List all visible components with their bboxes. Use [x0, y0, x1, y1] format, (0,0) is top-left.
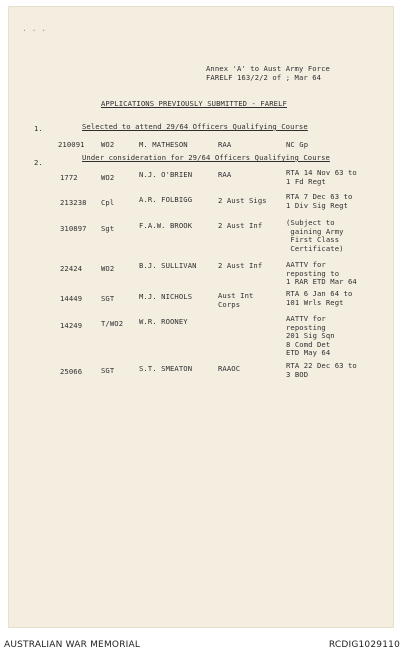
entry-unit: 2 Aust Inf	[218, 261, 263, 270]
entry-unit: RAA	[218, 140, 232, 149]
entry-name: B.J. SULLIVAN	[139, 261, 197, 270]
entry-remarks: RTA 14 Nov 63 to 1 Fd Regt	[286, 168, 357, 186]
entry-remarks: NC Gp	[286, 140, 309, 149]
entry-name: F.A.W. BROOK	[139, 221, 193, 230]
entry-name: M. MATHESON	[139, 140, 188, 149]
entry-rank: Cpl	[101, 198, 115, 207]
entry-service-number: 25066	[60, 367, 83, 376]
section-2-number: 2.	[34, 158, 43, 167]
entry-rank: SGT	[101, 366, 115, 375]
entry-remarks: RTA 22 Dec 63 to 3 BOD	[286, 361, 357, 379]
margin-speck-marks: · · ·	[22, 26, 47, 35]
section-1-title: Selected to attend 29/64 Officers Qualifying Course	[82, 122, 308, 131]
entry-unit: RAA	[218, 170, 232, 179]
entry-rank: SGT	[101, 294, 115, 303]
entry-rank: WO2	[101, 173, 115, 182]
entry-service-number: 1772	[60, 173, 78, 182]
entry-rank: Sgt	[101, 224, 115, 233]
entry-unit: 2 Aust Sigs	[218, 196, 267, 205]
section-2-title: Under consideration for 29/64 Officers Qualifying Course	[82, 153, 330, 162]
entry-remarks: RTA 6 Jan 64 to 101 Wrls Regt	[286, 289, 353, 307]
entry-remarks: RTA 7 Dec 63 to 1 Div Sig Regt	[286, 192, 353, 210]
entry-remarks: (Subject to gaining Army First Class Certificate)	[286, 218, 344, 253]
entry-unit: Aust Int Corps	[218, 291, 254, 309]
entry-service-number: 14449	[60, 294, 83, 303]
entry-rank: WO2	[101, 140, 115, 149]
annex-line-2: FARELF 163/2/2 of ; Mar 64	[206, 73, 322, 82]
document-heading: APPLICATIONS PREVIOUSLY SUBMITTED - FARELF	[101, 99, 287, 108]
entry-unit: 2 Aust Inf	[218, 221, 263, 230]
entry-rank: T/WO2	[101, 319, 124, 328]
footer-source-label: AUSTRALIAN WAR MEMORIAL	[4, 640, 141, 650]
entry-name: N.J. O'BRIEN	[139, 170, 193, 179]
entry-service-number: 213238	[60, 198, 87, 207]
entry-service-number: 310897	[60, 224, 87, 233]
section-1-number: 1.	[34, 124, 43, 133]
entry-rank: WO2	[101, 264, 115, 273]
entry-service-number: 14249	[60, 321, 83, 330]
entry-name: M.J. NICHOLS	[139, 292, 193, 301]
entry-name: S.T. SMEATON	[139, 364, 193, 373]
entry-service-number: 22424	[60, 264, 83, 273]
entry-service-number: 210091	[58, 140, 85, 149]
entry-name: A.R. FOLBIGG	[139, 195, 193, 204]
footer-record-id: RCDIG1029110	[328, 640, 400, 650]
annex-line-1: Annex 'A' to Aust Army Force	[206, 64, 330, 73]
entry-remarks: AATTV for reposting 201 Sig Sqn 8 Comd Det ETD May 64	[286, 314, 335, 358]
entry-unit: RAAOC	[218, 364, 241, 373]
entry-name: W.R. ROONEY	[139, 317, 188, 326]
entry-remarks: AATTV for reposting to 1 RAR ETD Mar 64	[286, 260, 357, 287]
